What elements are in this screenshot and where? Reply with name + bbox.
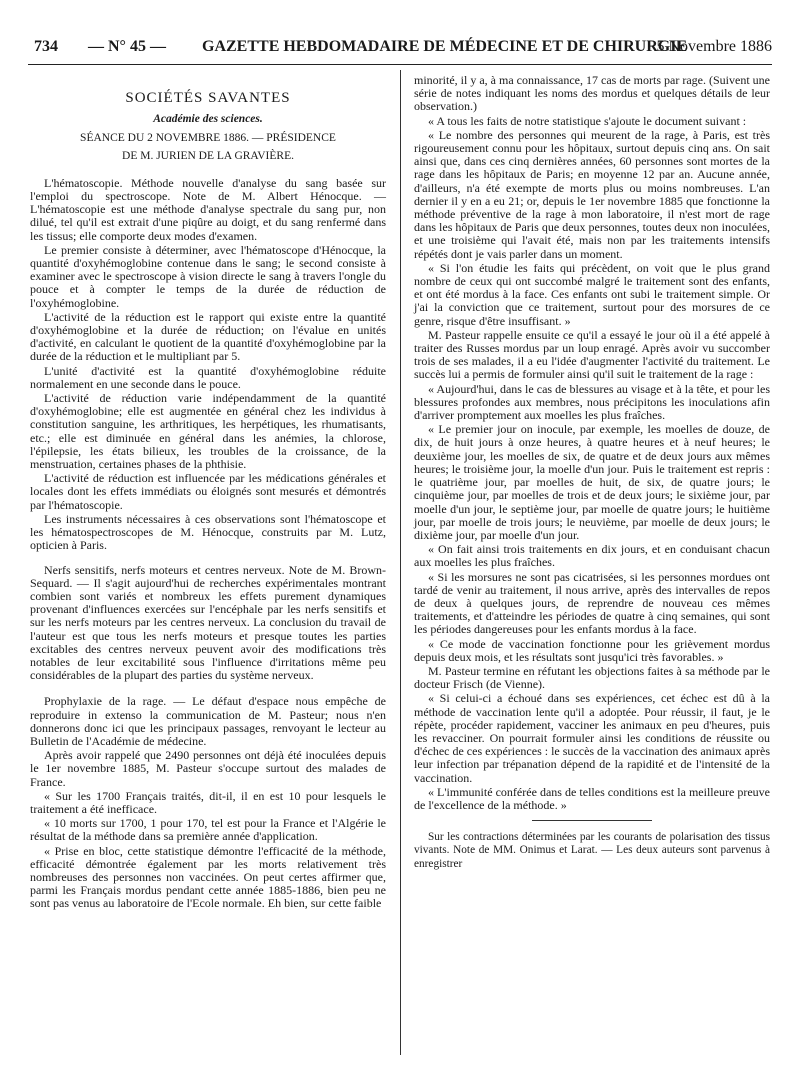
paragraph: « Aujourd'hui, dans le cas de blessures au visage et à la tête, et pour les blessures profondes aux membres, nous précipitons les inoculations afin d'arriver promptement aux moelles les plus fraîches.	[414, 381, 770, 423]
paragraph: M. Pasteur rappelle ensuite ce qu'il a essayé le jour où il a été appelé à traiter des Russes mordus par un loup enragé. Après avoir vu succomber trois de ses malades, il a eu l'idée d'augmenter l'activité du traitement. Le succès lui a permis de formuler ainsi qu'il suit le traitement de la rage :	[414, 327, 770, 382]
issue-number: — N° 45 —	[88, 38, 166, 55]
paragraph: « Le nombre des personnes qui meurent de la rage, à Paris, est très rigoureusement connu pour les hôpitaux, surtout depuis cinq ans. On sait ainsi que, dans ces cinq dernières années, 60 personnes sont mortes de la rage dans les hôpitaux de Paris; en moyenne 12 par an. Aucune année, d'ailleurs, n'a été exempte de morts plus ou moins nombreuses. L'an dernier il y en a eu 21; or, depuis le 1er novembre 1885 que fonctionne la méthode préventive de la rage à mon laboratoire, il n'est mort de rage dans les hôpitaux de Paris que deux personnes, toutes deux non inoculées, et une troisième qui l'avait été, mais non par les traitements intensifs répétés dont je vais parler dans un moment.	[414, 127, 770, 261]
paragraph-prophylaxie: Prophylaxie de la rage. — Le défaut d'espace nous empêche de reproduire in extenso la communication de M. Pasteur; nous n'en donnerons donc ici que les principaux passages, renvoyant le lecteur au Bulletin de l'Académie de médecine.	[30, 694, 386, 748]
paragraph: M. Pasteur termine en réfutant les objections faites à sa méthode par le docteur Frisch (de Vienne).	[414, 663, 770, 692]
section-title: SOCIÉTÉS SAVANTES	[125, 90, 291, 106]
spacer	[30, 554, 386, 564]
paragraph: « Sur les 1700 Français traités, dit-il, il en est 10 pour lesquels le traitement a été inefficace.	[30, 788, 386, 816]
paragraph: « Ce mode de vaccination fonctionne pour les grièvement mordus depuis deux mois, et les résultats sont jusqu'ici très favorables. »	[414, 636, 770, 664]
section-rule	[532, 820, 652, 821]
paragraph: « L'immunité conférée dans de telles conditions est la meilleure preuve de l'excellence de la méthode. »	[414, 784, 770, 812]
paragraph: Les instruments nécessaires à ces observations sont l'hématoscope et les hématospectroscopes de M. Hénocque, construits par M. Lutz, opticien à Paris.	[30, 511, 386, 553]
left-column	[30, 74, 386, 912]
journal-title: GAZETTE HEBDOMADAIRE DE MÉDECINE ET DE CHIRURGIE	[202, 38, 688, 55]
paragraph: « 10 morts sur 1700, 1 pour 170, tel est pour la France et l'Algérie le résultat de la méthode dans sa première année d'application.	[30, 816, 386, 844]
paragraph-nerfs: Nerfs sensitifs, nerfs moteurs et centres nerveux. Note de M. Brown-Sequard. — Il s'agit aujourd'hui de recherches expérimentales montrant combien sont variés et nombreux les effets purement dynamiques provenant d'influences exercées sur l'encéphale par les nerfs sensitifs et sur les nerfs moteurs par les centres nerveux. La conclusion du travail de l'auteur est que tous les nerfs moteurs et presque toutes les parties excitables des centres nerveux peuvent avoir des modifications très notables de leur excitabilité sous l'influence d'irritations même peu considérables de la plupart des parties du système nerveux.	[30, 562, 386, 683]
page-number: 734	[34, 38, 58, 55]
paragraph-hematoscopie: L'hématoscopie. Méthode nouvelle d'analyse du sang basée sur l'emploi du spectroscope. Note de M. Albert Hénocque. — L'hématoscopie est une méthode d'analyse spectrale du sang pur, non dilué, tel qu'il est extrait d'une piqûre au doigt, et du sang renfermé dans les tissus; elle comporte deux modes d'examen.	[30, 175, 386, 243]
presidency-line: DE M. JURIEN DE LA GRAVIÈRE.	[122, 149, 294, 162]
paragraph: « Si celui-ci a échoué dans ses expériences, cet échec est dû à la méthode de vaccination lente qu'il a adoptée. Pour réussir, il faut, je le répète, procéder rapidement, vacciner les animaux en peu d'heures, puis les revacciner. On pourrait formuler ainsi les conditions de réussite ou d'échec de ces expériences : le succès de la vaccination des animaux après leur infection par trépanation dépend de la rapidité et de l'intensité de la vaccination.	[414, 691, 770, 785]
paragraph: « Si l'on étudie les faits qui précèdent, on voit que le plus grand nombre de ceux qui ont succombé malgré le traitement sont des enfants, et ont été mordus à la face. Ces enfants ont subi le traitement simple. Or j'ai la conviction que ce traitement, surtout pour des morsures de ce genre, risque d'être insuffisant. »	[414, 260, 770, 328]
paragraph: « Prise en bloc, cette statistique démontre l'efficacité de la méthode, efficacité démontrée également par les morts relativement très nombreuses des personnes non vaccinées. On peut certes affirmer que, parmi les Français mordus pendant cette année 1885-1886, bien peu ne sont pas venus au laboratoire de l'Ecole normale. Eh bien, sur cette faible	[30, 843, 386, 911]
header-rule	[28, 64, 772, 65]
paragraph: « A tous les faits de notre statistique s'ajoute le document suivant :	[428, 113, 747, 128]
paragraph-contractions: Sur les contractions déterminées par les courants de polarisation des tissus vivants. Note de MM. Onimus et Larat. — Les deux auteurs sont parvenus à enregistrer	[414, 831, 770, 870]
paragraph: minorité, il y a, à ma connaissance, 17 cas de morts par rage. (Suivent une série de notes indiquant les noms des mordus et quelques détails de leur observation.)	[414, 73, 770, 114]
paragraph: L'activité de la réduction est le rapport qui existe entre la quantité d'oxyhémoglobine et la durée de réduction; on l'évalue en unités d'activité, en calculant le quotient de la quantité d'oxyhémoglobine par la durée de la réduction et le multipliant par 5.	[30, 309, 386, 364]
paragraph: L'activité de réduction est influencée par les médications générales et locales dont les effets immédiats ou éloignés sont mesurés et démontrés par l'hématoscopie.	[30, 471, 386, 512]
academy-heading: Académie des sciences.	[153, 113, 263, 126]
session-line: SÉANCE DU 2 NOVEMBRE 1886. — PRÉSIDENCE	[80, 132, 336, 145]
paragraph: L'unité d'activité est la quantité d'oxyhémoglobine réduite normalement en une seconde dans le pouce.	[30, 363, 386, 391]
paragraph: Le premier consiste à déterminer, avec l'hématoscope d'Hénocque, la quantité d'oxyhémoglobine contenue dans le sang; le second consiste à examiner avec le spectroscope à vision directe le sang à travers l'ongle du pouce et à compter le temps de la durée de réduction de l'oxyhémoglobine.	[30, 242, 386, 310]
paragraph: L'activité de réduction varie indépendamment de la quantité d'oxyhémoglobine; elle est augmentée en général chez les individus à constitution sanguine, les arthritiques, les herpétiques, les rhumatisants, etc.; elle est diminuée en général dans les anémies, la chlorose, l'épilepsie, les états bilieux, les troubles de la croissance, de la menstruation, certaines phases de la phthisie.	[30, 391, 386, 472]
running-header	[28, 38, 772, 64]
paragraph: Après avoir rappelé que 2490 personnes ont déjà été inoculées depuis le 1er novembre 1885, M. Pasteur s'occupe surtout des malades de France.	[30, 748, 386, 789]
column-divider	[400, 70, 401, 1055]
paragraph: « On fait ainsi trois traitements en dix jours, et en conduisant chacun aux moelles les plus fraîches.	[414, 542, 770, 570]
paragraph: « Le premier jour on inocule, par exemple, les moelles de douze, de dix, de huit jours à onze heures, à quatre heures et à neuf heures; le deuxième jour, les moelles de six, de quatre et de deux jours aux mêmes heures; le troisième jour, la moelle d'un jour. Puis le traitement est repris : le quatrième jour, par moelles de huit, de six, de quatre jours; le cinquième jour, par moelles de trois et de deux jours; le sixième jour, par moelle d'un jour, le septième jour, par moelle de quatre jours; le huitième jour, par moelle de trois jours; le neuvième, par moelle de deux jours; le dixième jour, par moelle d'un jour.	[414, 422, 770, 542]
paragraph: « Si les morsures ne sont pas cicatrisées, si les personnes mordues ont tardé de venir au traitement, il nous arrive, après des intervalles de repos de deux à quelques jours, de reprendre de nouveau ces mêmes traitements, et d'atteindre les périodes de quatre à cinq semaines, qui sont les périodes dangereuses pour les enfants mordus à la face.	[414, 569, 770, 637]
issue-date: 5 Novembre 1886	[656, 38, 772, 55]
right-column	[414, 74, 770, 872]
